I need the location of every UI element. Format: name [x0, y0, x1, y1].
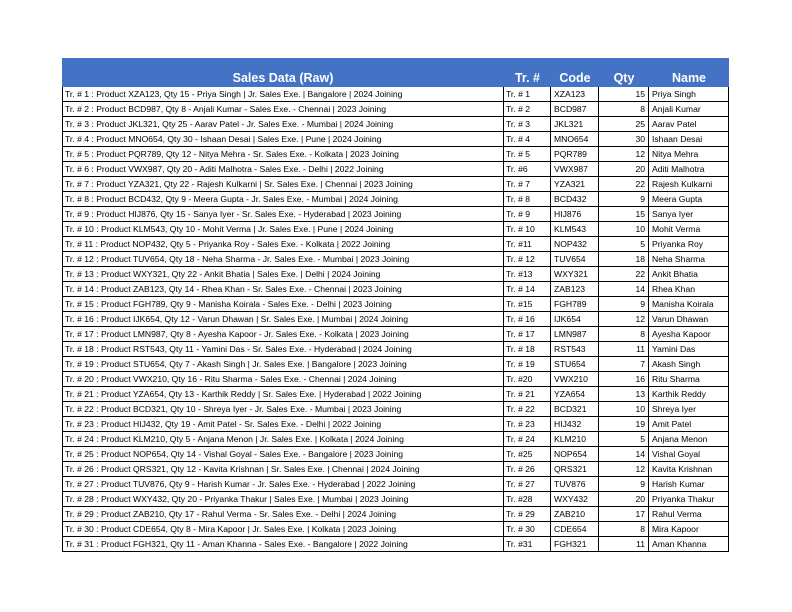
qty-cell[interactable]: 18: [599, 252, 649, 267]
tr-cell[interactable]: Tr. # 7: [504, 177, 551, 192]
name-cell[interactable]: Amit Patel: [649, 417, 729, 432]
table-row: [62, 447, 729, 462]
name-cell[interactable]: Nitya Mehra: [649, 147, 729, 162]
raw-cell[interactable]: Tr. # 5 : Product PQR789, Qty 12 - Nitya Mehra - Sr. Sales Exe. - Kolkata | 2023 Joining: [62, 147, 504, 162]
code-cell[interactable]: RST543: [551, 342, 599, 357]
code-cell[interactable]: FGH789: [551, 297, 599, 312]
tr-cell[interactable]: Tr. # 9: [504, 207, 551, 222]
header-row: [62, 58, 729, 87]
table-row: [62, 537, 729, 552]
name-cell[interactable]: Vishal Goyal: [649, 447, 729, 462]
code-cell[interactable]: WXY432: [551, 492, 599, 507]
tr-cell[interactable]: Tr. # 1: [504, 87, 551, 102]
code-cell[interactable]: CDE654: [551, 522, 599, 537]
tr-cell[interactable]: Tr. # 2: [504, 102, 551, 117]
table-row: [62, 297, 729, 312]
code-cell[interactable]: KLM543: [551, 222, 599, 237]
name-cell[interactable]: Varun Dhawan: [649, 312, 729, 327]
name-cell[interactable]: Anjana Menon: [649, 432, 729, 447]
name-cell[interactable]: Aman Khanna: [649, 537, 729, 552]
raw-cell[interactable]: Tr. # 13 : Product WXY321, Qty 22 - Ankit Bhatia | Sales Exe. | Delhi | 2024 Joining: [62, 267, 504, 282]
tr-cell[interactable]: Tr. # 12: [504, 252, 551, 267]
header-code: Code: [559, 71, 591, 85]
qty-cell[interactable]: 12: [599, 462, 649, 477]
table-row: [62, 237, 729, 252]
qty-cell[interactable]: 25: [599, 117, 649, 132]
raw-cell[interactable]: Tr. # 29 : Product ZAB210, Qty 17 - Rahul Verma - Sr. Sales Exe. - Delhi | 2024 Joining: [62, 507, 504, 522]
raw-cell[interactable]: Tr. # 9 : Product HIJ876, Qty 15 - Sanya Iyer - Sr. Sales Exe. - Hyderabad | 2023 Joining: [62, 207, 504, 222]
header-title: Sales Data (Raw): [232, 71, 334, 85]
qty-cell[interactable]: 15: [599, 207, 649, 222]
code-cell[interactable]: FGH321: [551, 537, 599, 552]
qty-cell[interactable]: 11: [599, 342, 649, 357]
code-cell[interactable]: HIJ432: [551, 417, 599, 432]
raw-cell[interactable]: Tr. # 4 : Product MNO654, Qty 30 - Ishaan Desai | Sales Exe. | Pune | 2024 Joining: [62, 132, 504, 147]
table-row: [62, 87, 729, 102]
tr-cell[interactable]: Tr. # 10: [504, 222, 551, 237]
code-cell[interactable]: VWX987: [551, 162, 599, 177]
code-cell[interactable]: QRS321: [551, 462, 599, 477]
name-cell[interactable]: Anjali Kumar: [649, 102, 729, 117]
qty-cell[interactable]: 13: [599, 387, 649, 402]
tr-cell[interactable]: Tr. # 14: [504, 282, 551, 297]
sales-sheet: [62, 58, 729, 552]
raw-cell[interactable]: Tr. # 10 : Product KLM543, Qty 10 - Mohit Verma | Jr. Sales Exe. | Pune | 2024 Joining: [62, 222, 504, 237]
code-cell[interactable]: BCD321: [551, 402, 599, 417]
name-cell[interactable]: Ishaan Desai: [649, 132, 729, 147]
name-cell[interactable]: Aditi Malhotra: [649, 162, 729, 177]
tr-cell[interactable]: Tr. # 17: [504, 327, 551, 342]
code-cell[interactable]: BCD987: [551, 102, 599, 117]
qty-cell[interactable]: 14: [599, 282, 649, 297]
qty-cell[interactable]: 17: [599, 507, 649, 522]
tr-cell[interactable]: Tr. #11: [504, 237, 551, 252]
name-cell[interactable]: Manisha Koirala: [649, 297, 729, 312]
header-name: Name: [671, 71, 707, 85]
name-cell[interactable]: Ritu Sharma: [649, 372, 729, 387]
qty-cell[interactable]: 12: [599, 312, 649, 327]
raw-cell[interactable]: Tr. # 7 : Product YZA321, Qty 22 - Rajesh Kulkarni | Sr. Sales Exe. | Chennai | 2023 Joining: [62, 177, 504, 192]
name-cell[interactable]: Shreya Iyer: [649, 402, 729, 417]
table-row: [62, 252, 729, 267]
qty-cell[interactable]: 8: [599, 522, 649, 537]
name-cell[interactable]: Ayesha Kapoor: [649, 327, 729, 342]
raw-cell[interactable]: Tr. # 31 : Product FGH321, Qty 11 - Aman Khanna - Sales Exe. - Bangalore | 2022 Joining: [62, 537, 504, 552]
tr-cell[interactable]: Tr. # 30: [504, 522, 551, 537]
table-row: [62, 522, 729, 537]
tr-cell[interactable]: Tr. #13: [504, 267, 551, 282]
qty-cell[interactable]: 15: [599, 87, 649, 102]
code-cell[interactable]: BCD432: [551, 192, 599, 207]
raw-cell[interactable]: Tr. # 25 : Product NOP654, Qty 14 - Vishal Goyal - Sales Exe. - Bangalore | 2023 Joining: [62, 447, 504, 462]
raw-cell[interactable]: Tr. # 27 : Product TUV876, Qty 9 - Harish Kumar - Jr. Sales Exe. - Hyderabad | 2022 Joining: [62, 477, 504, 492]
table-row: [62, 282, 729, 297]
name-cell[interactable]: Yamini Das: [649, 342, 729, 357]
tr-cell[interactable]: Tr. # 4: [504, 132, 551, 147]
table-row: [62, 222, 729, 237]
tr-cell[interactable]: Tr. #20: [504, 372, 551, 387]
qty-cell[interactable]: 8: [599, 327, 649, 342]
table-row: [62, 372, 729, 387]
qty-cell[interactable]: 5: [599, 237, 649, 252]
table-row: [62, 267, 729, 282]
code-cell[interactable]: YZA654: [551, 387, 599, 402]
raw-cell[interactable]: Tr. # 19 : Product STU654, Qty 7 - Akash Singh | Jr. Sales Exe. | Bangalore | 2023 Joining: [62, 357, 504, 372]
raw-cell[interactable]: Tr. # 30 : Product CDE654, Qty 8 - Mira Kapoor | Jr. Sales Exe. | Kolkata | 2023 Joining: [62, 522, 504, 537]
name-cell[interactable]: Kavita Krishnan: [649, 462, 729, 477]
tr-cell[interactable]: Tr. #31: [504, 537, 551, 552]
qty-cell[interactable]: 5: [599, 432, 649, 447]
tr-cell[interactable]: Tr. # 29: [504, 507, 551, 522]
tr-cell[interactable]: Tr. # 22: [504, 402, 551, 417]
qty-cell[interactable]: 22: [599, 267, 649, 282]
raw-cell[interactable]: Tr. # 15 : Product FGH789, Qty 9 - Manisha Koirala - Sales Exe. - Delhi | 2023 Joining: [62, 297, 504, 312]
qty-cell[interactable]: 11: [599, 537, 649, 552]
raw-cell[interactable]: Tr. # 8 : Product BCD432, Qty 9 - Meera Gupta - Jr. Sales Exe. - Mumbai | 2024 Joining: [62, 192, 504, 207]
tr-cell[interactable]: Tr. #15: [504, 297, 551, 312]
code-cell[interactable]: NOP432: [551, 237, 599, 252]
table-row: [62, 327, 729, 342]
qty-cell[interactable]: 10: [599, 222, 649, 237]
code-cell[interactable]: VWX210: [551, 372, 599, 387]
code-cell[interactable]: KLM210: [551, 432, 599, 447]
raw-cell[interactable]: Tr. # 18 : Product RST543, Qty 11 - Yamini Das - Sr. Sales Exe. - Hyderabad | 2024 Joining: [62, 342, 504, 357]
qty-cell[interactable]: 20: [599, 162, 649, 177]
table-row: [62, 387, 729, 402]
code-cell[interactable]: ZAB210: [551, 507, 599, 522]
table-row: [62, 357, 729, 372]
table-row: [62, 432, 729, 447]
name-cell[interactable]: Aarav Patel: [649, 117, 729, 132]
tr-cell[interactable]: Tr. # 26: [504, 462, 551, 477]
name-cell[interactable]: Ankit Bhatia: [649, 267, 729, 282]
raw-cell[interactable]: Tr. # 2 : Product BCD987, Qty 8 - Anjali Kumar - Sales Exe. - Chennai | 2023 Joining: [62, 102, 504, 117]
table-row: [62, 402, 729, 417]
code-cell[interactable]: XZA123: [551, 87, 599, 102]
raw-cell[interactable]: Tr. # 22 : Product BCD321, Qty 10 - Shreya Iyer - Jr. Sales Exe. - Mumbai | 2023 Joining: [62, 402, 504, 417]
name-cell[interactable]: Priyanka Thakur: [649, 492, 729, 507]
name-cell[interactable]: Mohit Verma: [649, 222, 729, 237]
tr-cell[interactable]: Tr. # 5: [504, 147, 551, 162]
raw-cell[interactable]: Tr. # 6 : Product VWX987, Qty 20 - Aditi Malhotra - Sales Exe. - Delhi | 2022 Joining: [62, 162, 504, 177]
table-row: [62, 117, 729, 132]
name-cell[interactable]: Harish Kumar: [649, 477, 729, 492]
tr-cell[interactable]: Tr. # 27: [504, 477, 551, 492]
qty-cell[interactable]: 14: [599, 447, 649, 462]
name-cell[interactable]: Akash Singh: [649, 357, 729, 372]
tr-cell[interactable]: Tr. # 8: [504, 192, 551, 207]
code-cell[interactable]: NOP654: [551, 447, 599, 462]
header-tr: Tr. #: [514, 71, 541, 85]
raw-cell[interactable]: Tr. # 23 : Product HIJ432, Qty 19 - Amit Patel - Sr. Sales Exe. - Delhi | 2022 Joining: [62, 417, 504, 432]
header-qty: Qty: [613, 71, 635, 85]
name-cell[interactable]: Rajesh Kulkarni: [649, 177, 729, 192]
code-cell[interactable]: MNO654: [551, 132, 599, 147]
qty-cell[interactable]: 9: [599, 477, 649, 492]
qty-cell[interactable]: 16: [599, 372, 649, 387]
name-cell[interactable]: Priyanka Roy: [649, 237, 729, 252]
raw-cell[interactable]: Tr. # 24 : Product KLM210, Qty 5 - Anjana Menon | Jr. Sales Exe. | Kolkata | 2024 Joining: [62, 432, 504, 447]
tr-cell[interactable]: Tr. # 21: [504, 387, 551, 402]
raw-cell[interactable]: Tr. # 20 : Product VWX210, Qty 16 - Ritu Sharma - Sales Exe. - Chennai | 2024 Joining: [62, 372, 504, 387]
name-cell[interactable]: Rhea Khan: [649, 282, 729, 297]
tr-cell[interactable]: Tr. # 18: [504, 342, 551, 357]
raw-cell[interactable]: Tr. # 26 : Product QRS321, Qty 12 - Kavita Krishnan | Sr. Sales Exe. | Chennai | 2024 Joining: [62, 462, 504, 477]
qty-cell[interactable]: 20: [599, 492, 649, 507]
code-cell[interactable]: WXY321: [551, 267, 599, 282]
tr-cell[interactable]: Tr. # 23: [504, 417, 551, 432]
table-row: [62, 342, 729, 357]
code-cell[interactable]: JKL321: [551, 117, 599, 132]
table-row: [62, 177, 729, 192]
qty-cell[interactable]: 10: [599, 402, 649, 417]
code-cell[interactable]: ZAB123: [551, 282, 599, 297]
table-row: [62, 492, 729, 507]
name-cell[interactable]: Karthik Reddy: [649, 387, 729, 402]
code-cell[interactable]: TUV654: [551, 252, 599, 267]
raw-cell[interactable]: Tr. # 11 : Product NOP432, Qty 5 - Priyanka Roy - Sales Exe. - Kolkata | 2022 Joining: [62, 237, 504, 252]
table-row: [62, 132, 729, 147]
code-cell[interactable]: LMN987: [551, 327, 599, 342]
qty-cell[interactable]: 30: [599, 132, 649, 147]
raw-cell[interactable]: Tr. # 12 : Product TUV654, Qty 18 - Neha Sharma - Jr. Sales Exe. - Mumbai | 2023 Joining: [62, 252, 504, 267]
raw-cell[interactable]: Tr. # 17 : Product LMN987, Qty 8 - Ayesha Kapoor - Jr. Sales Exe. - Kolkata | 2023 Joining: [62, 327, 504, 342]
tr-cell[interactable]: Tr. # 16: [504, 312, 551, 327]
table-row: [62, 462, 729, 477]
name-cell[interactable]: Mira Kapoor: [649, 522, 729, 537]
name-cell[interactable]: Rahul Verma: [649, 507, 729, 522]
code-cell[interactable]: HIJ876: [551, 207, 599, 222]
code-cell[interactable]: PQR789: [551, 147, 599, 162]
table-row: [62, 417, 729, 432]
name-cell[interactable]: Meera Gupta: [649, 192, 729, 207]
raw-cell[interactable]: Tr. # 14 : Product ZAB123, Qty 14 - Rhea Khan - Sr. Sales Exe. - Chennai | 2023 Joining: [62, 282, 504, 297]
raw-cell[interactable]: Tr. # 28 : Product WXY432, Qty 20 - Priyanka Thakur | Sales Exe. | Mumbai | 2023 Joining: [62, 492, 504, 507]
tr-cell[interactable]: Tr. #25: [504, 447, 551, 462]
name-cell[interactable]: Sanya Iyer: [649, 207, 729, 222]
table-row: [62, 507, 729, 522]
code-cell[interactable]: STU654: [551, 357, 599, 372]
qty-cell[interactable]: 9: [599, 192, 649, 207]
tr-cell[interactable]: Tr. # 24: [504, 432, 551, 447]
tr-cell[interactable]: Tr. # 3: [504, 117, 551, 132]
raw-cell[interactable]: Tr. # 3 : Product JKL321, Qty 25 - Aarav Patel - Jr. Sales Exe. - Mumbai | 2024 Joining: [62, 117, 504, 132]
code-cell[interactable]: YZA321: [551, 177, 599, 192]
raw-cell[interactable]: Tr. # 16 : Product IJK654, Qty 12 - Varun Dhawan | Sr. Sales Exe. | Mumbai | 2024 Joining: [62, 312, 504, 327]
code-cell[interactable]: IJK654: [551, 312, 599, 327]
code-cell[interactable]: TUV876: [551, 477, 599, 492]
table-body: [62, 87, 729, 552]
tr-cell[interactable]: Tr. #6: [504, 162, 551, 177]
raw-cell[interactable]: Tr. # 21 : Product YZA654, Qty 13 - Karthik Reddy | Sr. Sales Exe. | Hyderabad | 2022 Joining: [62, 387, 504, 402]
name-cell[interactable]: Neha Sharma: [649, 252, 729, 267]
table-row: [62, 102, 729, 117]
table-row: [62, 147, 729, 162]
tr-cell[interactable]: Tr. #28: [504, 492, 551, 507]
qty-cell[interactable]: 9: [599, 297, 649, 312]
table-row: [62, 162, 729, 177]
qty-cell[interactable]: 22: [599, 177, 649, 192]
qty-cell[interactable]: 12: [599, 147, 649, 162]
table-row: [62, 192, 729, 207]
name-cell[interactable]: Priya Singh: [649, 87, 729, 102]
qty-cell[interactable]: 8: [599, 102, 649, 117]
tr-cell[interactable]: Tr. # 19: [504, 357, 551, 372]
qty-cell[interactable]: 7: [599, 357, 649, 372]
table-row: [62, 207, 729, 222]
raw-cell[interactable]: Tr. # 1 : Product XZA123, Qty 15 - Priya Singh | Jr. Sales Exe. | Bangalore | 2024 Joining: [62, 87, 504, 102]
table-row: [62, 312, 729, 327]
qty-cell[interactable]: 19: [599, 417, 649, 432]
table-row: [62, 477, 729, 492]
